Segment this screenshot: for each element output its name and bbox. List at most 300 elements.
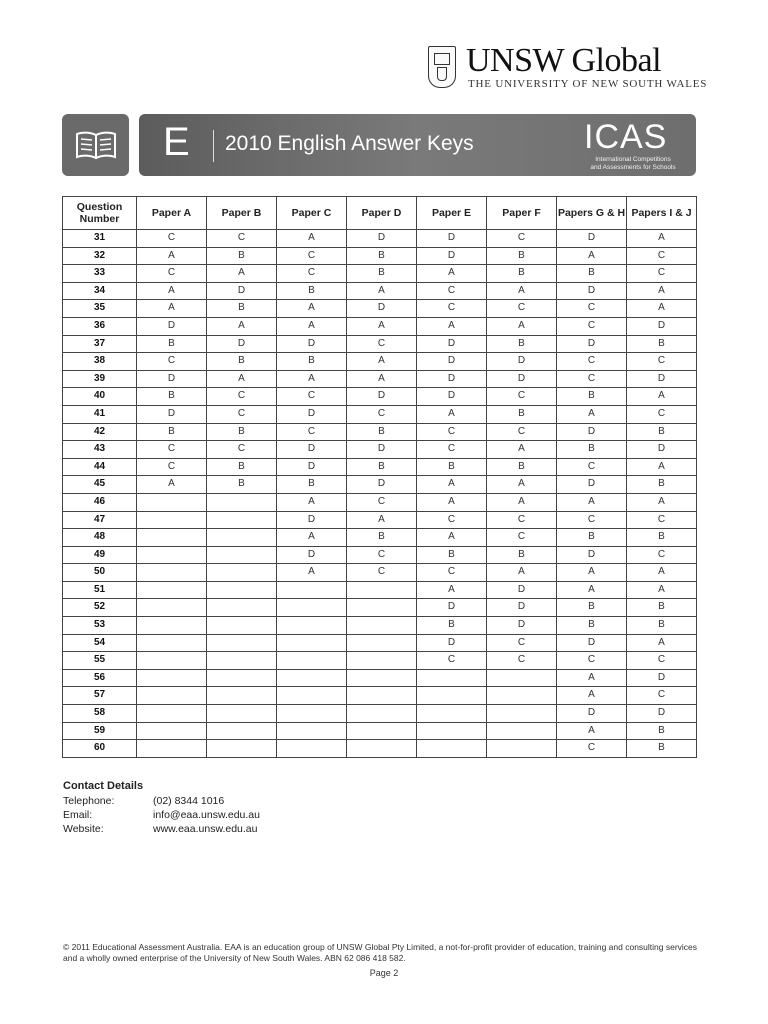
answer-cell: A (207, 317, 277, 335)
question-number-cell: 31 (63, 230, 137, 248)
table-row (63, 405, 697, 423)
answer-cell (207, 669, 277, 687)
answer-cell (207, 652, 277, 670)
answer-cell: D (207, 335, 277, 353)
answer-cell: B (417, 458, 487, 476)
answer-cell: B (487, 405, 557, 423)
table-row (63, 669, 697, 687)
answer-cell: A (487, 317, 557, 335)
table-row (63, 370, 697, 388)
answer-cell: A (347, 370, 417, 388)
column-header: Paper C (277, 197, 347, 230)
answer-cell (207, 493, 277, 511)
answer-cell: C (207, 405, 277, 423)
column-header: Papers G & H (557, 197, 627, 230)
answer-cell: D (417, 353, 487, 371)
table-row (63, 687, 697, 705)
answer-cell: B (417, 546, 487, 564)
answer-cell: B (207, 458, 277, 476)
contact-title: Contact Details (63, 780, 144, 792)
answer-cell: A (347, 353, 417, 371)
answer-cell (137, 705, 207, 723)
table-row (63, 353, 697, 371)
answer-cell: B (627, 722, 697, 740)
page-number: Page 2 (369, 968, 399, 978)
answer-cell: C (557, 300, 627, 318)
answer-cell: A (627, 581, 697, 599)
answer-cell: C (487, 300, 557, 318)
answer-cell: B (347, 529, 417, 547)
answer-cell: C (347, 546, 417, 564)
question-number-cell: 47 (63, 511, 137, 529)
answer-cell (347, 634, 417, 652)
email-link[interactable]: info@eaa.unsw.edu.au (153, 809, 260, 821)
answer-cell: C (137, 265, 207, 283)
answer-cell: C (347, 493, 417, 511)
answer-cell (347, 687, 417, 705)
answer-cell: D (207, 282, 277, 300)
answer-cell: A (137, 282, 207, 300)
question-number-cell: 59 (63, 722, 137, 740)
answer-cell (207, 581, 277, 599)
answer-cell (207, 740, 277, 758)
answer-cell: B (557, 441, 627, 459)
answer-cell: B (487, 546, 557, 564)
answer-cell: A (277, 230, 347, 248)
answer-cell: C (207, 230, 277, 248)
answer-cell: C (557, 511, 627, 529)
answer-cell (137, 722, 207, 740)
answer-cell: B (557, 599, 627, 617)
answer-cell: B (207, 300, 277, 318)
answer-cell: C (627, 546, 697, 564)
answer-cell: C (627, 353, 697, 371)
answer-cell (137, 740, 207, 758)
question-number-cell: 60 (63, 740, 137, 758)
answer-cell: D (557, 282, 627, 300)
question-number-cell: 55 (63, 652, 137, 670)
answer-cell: C (277, 265, 347, 283)
answer-cell: D (277, 458, 347, 476)
question-number-cell: 32 (63, 247, 137, 265)
question-number-cell: 44 (63, 458, 137, 476)
website-link[interactable]: www.eaa.unsw.edu.au (153, 823, 258, 835)
answer-cell: A (487, 441, 557, 459)
answer-cell: A (347, 282, 417, 300)
question-number-cell: 45 (63, 476, 137, 494)
question-number-cell: 41 (63, 405, 137, 423)
answer-cell: C (347, 335, 417, 353)
answer-cell: B (487, 335, 557, 353)
table-row (63, 441, 697, 459)
question-number-cell: 40 (63, 388, 137, 406)
answer-cell: C (137, 458, 207, 476)
answer-cell: A (207, 265, 277, 283)
answer-cell: B (347, 265, 417, 283)
answer-cell: D (487, 599, 557, 617)
unsw-crest-icon (428, 46, 456, 88)
table-row (63, 423, 697, 441)
question-number-cell: 52 (63, 599, 137, 617)
answer-cell: A (487, 493, 557, 511)
answer-cell (137, 581, 207, 599)
subject-letter: E (163, 120, 190, 164)
answer-cell: B (557, 265, 627, 283)
icas-tagline (580, 156, 686, 171)
answer-cell: D (277, 335, 347, 353)
book-icon-box (62, 114, 129, 176)
answer-cell: C (557, 652, 627, 670)
page-title: 2010 English Answer Keys (225, 132, 474, 155)
answer-cell: A (277, 370, 347, 388)
answer-cell: C (277, 423, 347, 441)
answer-cell (137, 546, 207, 564)
table-row (63, 581, 697, 599)
answer-cell: C (137, 230, 207, 248)
answer-cell: C (137, 353, 207, 371)
question-number-cell: 51 (63, 581, 137, 599)
table-row (63, 722, 697, 740)
answer-cell: D (137, 370, 207, 388)
answer-cell (137, 617, 207, 635)
icas-tagline-line2: and Assessments for Schools (590, 163, 676, 171)
answer-cell: A (417, 476, 487, 494)
answer-cell: A (627, 282, 697, 300)
question-number-cell: 54 (63, 634, 137, 652)
question-number-cell: 36 (63, 317, 137, 335)
answer-cell: C (487, 423, 557, 441)
answer-cell (207, 634, 277, 652)
answer-cell: C (627, 652, 697, 670)
question-number-cell: 35 (63, 300, 137, 318)
answer-cell: A (557, 564, 627, 582)
answer-cell (347, 581, 417, 599)
answer-cell (347, 652, 417, 670)
answer-cell (277, 581, 347, 599)
answer-cell: B (207, 423, 277, 441)
answer-cell: D (557, 230, 627, 248)
answer-cell: C (557, 740, 627, 758)
question-number-cell: 42 (63, 423, 137, 441)
answer-cell: D (627, 705, 697, 723)
answer-cell: D (557, 634, 627, 652)
table-body (63, 230, 697, 758)
table-row (63, 458, 697, 476)
answer-cell: A (137, 476, 207, 494)
answer-cell: C (417, 511, 487, 529)
answer-cell: C (487, 634, 557, 652)
question-number-cell: 49 (63, 546, 137, 564)
answer-cell: C (417, 300, 487, 318)
question-number-cell: 46 (63, 493, 137, 511)
question-number-cell: 37 (63, 335, 137, 353)
answer-cell: C (557, 353, 627, 371)
answer-cell: C (627, 687, 697, 705)
table-row (63, 546, 697, 564)
answer-cell: A (557, 493, 627, 511)
question-number-cell: 50 (63, 564, 137, 582)
answer-cell (487, 722, 557, 740)
answer-cell: B (487, 458, 557, 476)
answer-cell: C (627, 405, 697, 423)
answer-cell (137, 652, 207, 670)
answer-cell: D (627, 317, 697, 335)
email-label: Email: (63, 809, 93, 821)
answer-cell: B (557, 388, 627, 406)
table-header-row (63, 197, 697, 230)
answer-cell: B (627, 335, 697, 353)
table-row (63, 634, 697, 652)
answer-cell: C (557, 317, 627, 335)
answer-cell: D (277, 546, 347, 564)
answer-cell (277, 687, 347, 705)
answer-cell: B (487, 247, 557, 265)
table-row (63, 705, 697, 723)
answer-cell: B (627, 423, 697, 441)
table-row (63, 300, 697, 318)
answer-cell: A (417, 265, 487, 283)
column-header: Paper F (487, 197, 557, 230)
icas-tagline-line1: International Competitions (595, 156, 671, 163)
answer-cell: C (277, 247, 347, 265)
answer-cell: A (417, 317, 487, 335)
column-header: Paper D (347, 197, 417, 230)
question-number-cell: 33 (63, 265, 137, 283)
answer-cell: D (557, 705, 627, 723)
answer-cell (207, 529, 277, 547)
answer-cell: D (277, 405, 347, 423)
question-number-cell: 57 (63, 687, 137, 705)
table-row (63, 652, 697, 670)
answer-cell (277, 634, 347, 652)
answer-cell (207, 564, 277, 582)
answer-cell: A (557, 669, 627, 687)
answer-cell: D (557, 423, 627, 441)
answer-cell (487, 687, 557, 705)
contact-website-row (63, 822, 260, 836)
answer-cell (137, 511, 207, 529)
answer-cell: A (627, 388, 697, 406)
answer-cell: D (137, 405, 207, 423)
answer-cell: A (487, 282, 557, 300)
answer-cell (207, 705, 277, 723)
answer-cell: C (417, 441, 487, 459)
table-row (63, 388, 697, 406)
answer-cell: D (417, 599, 487, 617)
answer-cell (207, 546, 277, 564)
answer-cell: D (557, 335, 627, 353)
website-label: Website: (63, 823, 104, 835)
answer-cell (277, 669, 347, 687)
icas-wordmark: ICAS (584, 118, 668, 156)
answer-cell: D (347, 476, 417, 494)
answer-cell: C (347, 405, 417, 423)
column-header: Paper A (137, 197, 207, 230)
table-row (63, 529, 697, 547)
answer-cell: D (417, 230, 487, 248)
answer-cell (417, 722, 487, 740)
column-header: Question Number (63, 197, 137, 230)
answer-cell: C (207, 441, 277, 459)
answer-cell (207, 511, 277, 529)
answer-cell: B (557, 529, 627, 547)
answer-cell: D (347, 230, 417, 248)
answer-cell (277, 740, 347, 758)
contact-details (63, 780, 260, 836)
table-row (63, 317, 697, 335)
answer-cell: A (417, 529, 487, 547)
answer-cell: C (417, 423, 487, 441)
answer-cell: C (487, 529, 557, 547)
answer-cell: B (347, 247, 417, 265)
table-row (63, 740, 697, 758)
answer-cell: D (417, 370, 487, 388)
answer-cell (417, 687, 487, 705)
answer-cell (487, 669, 557, 687)
banner-divider (213, 130, 214, 162)
answer-cell (487, 740, 557, 758)
org-subtitle: THE UNIVERSITY OF NEW SOUTH WALES (468, 78, 708, 90)
answer-cell: A (557, 405, 627, 423)
answer-cell: D (487, 581, 557, 599)
answer-cell: A (557, 247, 627, 265)
answer-cell: A (347, 511, 417, 529)
answer-key-table (62, 196, 697, 758)
answer-cell: D (347, 388, 417, 406)
answer-cell: C (487, 652, 557, 670)
answer-cell (207, 687, 277, 705)
answer-cell: A (277, 300, 347, 318)
answer-cell: A (627, 634, 697, 652)
answer-cell: A (137, 247, 207, 265)
answer-cell (277, 599, 347, 617)
answer-cell: D (347, 300, 417, 318)
answer-cell: B (417, 617, 487, 635)
answer-cell: A (627, 493, 697, 511)
answer-cell (277, 617, 347, 635)
answer-cell (137, 669, 207, 687)
answer-cell: D (487, 353, 557, 371)
answer-cell: B (277, 353, 347, 371)
answer-cell: D (627, 669, 697, 687)
answer-cell: C (557, 458, 627, 476)
answer-cell: D (277, 511, 347, 529)
answer-cell: A (207, 370, 277, 388)
answer-cell: B (137, 423, 207, 441)
answer-cell: C (487, 230, 557, 248)
answer-cell (207, 722, 277, 740)
answer-cell: A (277, 564, 347, 582)
answer-cell: A (347, 317, 417, 335)
answer-cell (137, 564, 207, 582)
question-number-cell: 39 (63, 370, 137, 388)
answer-cell: C (557, 370, 627, 388)
answer-cell: B (627, 617, 697, 635)
answer-cell: B (627, 529, 697, 547)
table-row (63, 599, 697, 617)
answer-cell (137, 687, 207, 705)
answer-cell: B (557, 617, 627, 635)
column-header: Papers I & J (627, 197, 697, 230)
answer-cell: D (557, 546, 627, 564)
answer-cell: B (627, 599, 697, 617)
answer-cell: A (137, 300, 207, 318)
answer-cell: C (487, 388, 557, 406)
answer-cell (277, 705, 347, 723)
table-row (63, 335, 697, 353)
answer-cell: D (627, 441, 697, 459)
answer-cell: B (627, 476, 697, 494)
answer-cell: C (347, 564, 417, 582)
answer-cell: A (417, 581, 487, 599)
answer-cell: A (627, 300, 697, 318)
answer-cell: D (417, 634, 487, 652)
answer-cell (207, 617, 277, 635)
question-number-cell: 48 (63, 529, 137, 547)
answer-cell (137, 529, 207, 547)
answer-cell: C (207, 388, 277, 406)
answer-cell (137, 634, 207, 652)
org-name: UNSW Global (466, 42, 662, 79)
answer-cell: B (207, 476, 277, 494)
answer-cell (347, 740, 417, 758)
answer-cell: A (557, 581, 627, 599)
answer-cell: A (627, 564, 697, 582)
answer-cell: C (277, 388, 347, 406)
table-row (63, 282, 697, 300)
table-row (63, 564, 697, 582)
icas-logo (580, 118, 686, 172)
answer-cell: A (277, 317, 347, 335)
telephone-label: Telephone: (63, 795, 115, 807)
answer-cell (347, 599, 417, 617)
table-row (63, 476, 697, 494)
answer-cell: D (417, 335, 487, 353)
answer-cell: A (277, 529, 347, 547)
title-banner (139, 114, 696, 176)
answer-cell: D (487, 370, 557, 388)
question-number-cell: 34 (63, 282, 137, 300)
table-row (63, 493, 697, 511)
answer-cell: A (627, 458, 697, 476)
answer-cell: C (627, 511, 697, 529)
answer-cell: B (627, 740, 697, 758)
answer-cell (277, 652, 347, 670)
answer-cell: C (487, 511, 557, 529)
answer-cell: D (627, 370, 697, 388)
answer-cell (137, 493, 207, 511)
question-number-cell: 58 (63, 705, 137, 723)
answer-cell: C (627, 265, 697, 283)
column-header: Paper B (207, 197, 277, 230)
contact-telephone-row (63, 794, 260, 808)
answer-cell (417, 705, 487, 723)
answer-cell: A (417, 493, 487, 511)
answer-cell: A (487, 564, 557, 582)
answer-cell: B (277, 476, 347, 494)
answer-cell: C (417, 564, 487, 582)
telephone-value: (02) 8344 1016 (153, 795, 225, 807)
answer-cell (207, 599, 277, 617)
answer-cell: B (277, 282, 347, 300)
answer-cell: B (137, 335, 207, 353)
answer-cell: B (207, 247, 277, 265)
answer-cell: A (487, 476, 557, 494)
answer-cell: D (417, 388, 487, 406)
column-header: Paper E (417, 197, 487, 230)
answer-cell (417, 740, 487, 758)
answer-cell (417, 669, 487, 687)
